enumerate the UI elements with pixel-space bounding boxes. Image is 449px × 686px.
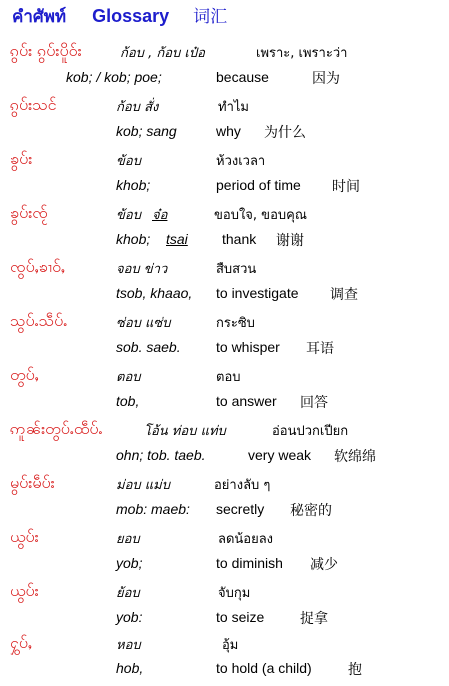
thai-transliteration: ตอบ bbox=[116, 370, 141, 385]
thai-transliteration: หอบ bbox=[116, 638, 141, 653]
shan-word: မွပ်းမဵပ်း bbox=[10, 473, 55, 492]
chinese-gloss: 捉拿 bbox=[300, 611, 328, 627]
thai-gloss: กระซิบ bbox=[216, 316, 255, 331]
thai-transliteration: ยอบ bbox=[116, 532, 140, 547]
chinese-gloss: 减少 bbox=[310, 557, 338, 573]
glossary-entry bbox=[0, 148, 449, 202]
chinese-gloss: 时间 bbox=[332, 179, 360, 195]
chinese-gloss: 软绵绵 bbox=[334, 449, 376, 465]
thai-transliteration: ข้อบ bbox=[116, 154, 141, 169]
thai-transliteration: ม่อบ แม่บ bbox=[116, 478, 170, 493]
glossary-entry bbox=[0, 526, 449, 580]
english-gloss: because bbox=[216, 69, 269, 85]
thai-gloss: อย่างลับ ๆ bbox=[214, 478, 271, 493]
thai-gloss: ตอบ bbox=[216, 370, 241, 385]
thai-gloss: ขอบใจ, ขอบคุณ bbox=[214, 208, 307, 223]
romanization-underlined: tsai bbox=[166, 231, 188, 247]
english-gloss: period of time bbox=[216, 177, 301, 193]
english-gloss: very weak bbox=[248, 447, 312, 463]
chinese-gloss: 回答 bbox=[300, 395, 328, 411]
chinese-gloss: 抱 bbox=[348, 662, 362, 678]
shan-word: ၵွပ်း ၵွပ်းပိူဝ်း bbox=[10, 41, 82, 60]
glossary-entry bbox=[0, 632, 449, 686]
shan-word: ႁွပ်ႇ bbox=[10, 633, 33, 652]
romanization: khob; bbox=[116, 231, 151, 247]
thai-transliteration: ย้อบ bbox=[116, 586, 140, 601]
romanization: kob; / kob; poe; bbox=[66, 69, 162, 85]
romanization: yob: bbox=[116, 609, 143, 625]
romanization: hob, bbox=[116, 660, 144, 676]
shan-word: ၸွပ်ႇၶၢဝ်ႇ bbox=[10, 257, 66, 276]
chinese-gloss: 谢谢 bbox=[276, 233, 304, 249]
thai-gloss: ทำไม bbox=[218, 100, 249, 115]
english-gloss: to investigate bbox=[216, 285, 299, 301]
romanization: ohn; tob. taeb. bbox=[116, 447, 206, 463]
romanization: tsob, khaao, bbox=[116, 285, 193, 301]
glossary-entry bbox=[0, 256, 449, 310]
shan-word: တွပ်ႇ bbox=[10, 365, 39, 384]
english-gloss: to diminish bbox=[216, 555, 283, 571]
chinese-gloss: 调查 bbox=[330, 287, 358, 303]
shan-word: ယွပ်း bbox=[10, 527, 39, 546]
romanization: yob; bbox=[116, 555, 143, 571]
glossary-entry bbox=[0, 418, 449, 472]
thai-gloss: เพราะ, เพราะว่า bbox=[256, 46, 348, 61]
thai-gloss: อ่อนปวกเปียก bbox=[272, 424, 349, 439]
glossary-header bbox=[12, 2, 227, 28]
shan-word: သွပ်ႉသဵပ်ႉ bbox=[10, 311, 68, 330]
glossary-entry bbox=[0, 364, 449, 418]
english-gloss: secretly bbox=[216, 501, 265, 517]
thai-transliteration-underlined: จ๋อ bbox=[152, 208, 168, 223]
thai-transliteration: ก้อบ สั่ง bbox=[116, 100, 159, 115]
header-chinese: 词汇 bbox=[193, 7, 228, 27]
romanization: sob. saeb. bbox=[116, 339, 181, 355]
english-gloss: to seize bbox=[216, 609, 265, 625]
glossary-entry bbox=[0, 310, 449, 364]
thai-gloss: สืบสวน bbox=[216, 262, 257, 277]
thai-transliteration: ก้อบ , ก้อบ เป๋อ bbox=[120, 46, 205, 61]
english-gloss: to whisper bbox=[216, 339, 280, 355]
header-english: Glossary bbox=[92, 6, 170, 26]
romanization: khob; bbox=[116, 177, 151, 193]
shan-word: ဢူၼ်းတွပ်ႉထဵပ်ႉ bbox=[10, 419, 103, 438]
chinese-gloss: 因为 bbox=[312, 71, 340, 87]
glossary-entry bbox=[0, 580, 449, 634]
english-gloss: to answer bbox=[216, 393, 277, 409]
thai-transliteration: โอ้น ท่อบ แท่บ bbox=[144, 424, 226, 439]
english-gloss: to hold (a child) bbox=[216, 660, 312, 676]
english-gloss: thank bbox=[222, 231, 257, 247]
shan-word: ၵွပ်းသင် bbox=[10, 95, 57, 114]
thai-transliteration: จอบ ข่าว bbox=[116, 262, 168, 277]
thai-transliteration: ซ่อบ แซ่บ bbox=[116, 316, 171, 331]
glossary-entry bbox=[0, 40, 449, 94]
thai-gloss: จับกุม bbox=[218, 586, 251, 601]
english-gloss: why bbox=[216, 123, 241, 139]
chinese-gloss: 为什么 bbox=[264, 125, 306, 141]
shan-word: ၶွပ်း bbox=[10, 149, 33, 168]
chinese-gloss: 耳语 bbox=[306, 341, 334, 357]
thai-gloss: ลดน้อยลง bbox=[218, 532, 274, 547]
header-thai: คำศัพท์ bbox=[12, 7, 67, 27]
glossary-entry bbox=[0, 94, 449, 148]
romanization: mob: maeb: bbox=[116, 501, 190, 517]
thai-gloss: อุ้ม bbox=[222, 638, 239, 653]
romanization: kob; sang bbox=[116, 123, 177, 139]
chinese-gloss: 秘密的 bbox=[290, 503, 332, 519]
thai-transliteration: ข้อบ bbox=[116, 208, 141, 223]
romanization: tob, bbox=[116, 393, 140, 409]
thai-gloss: ห้วงเวลา bbox=[216, 154, 266, 169]
shan-word: ယွပ်း bbox=[10, 581, 39, 600]
shan-word: ၶွပ်းၸႂ် bbox=[10, 203, 48, 222]
glossary-entry bbox=[0, 472, 449, 526]
glossary-entry bbox=[0, 202, 449, 256]
